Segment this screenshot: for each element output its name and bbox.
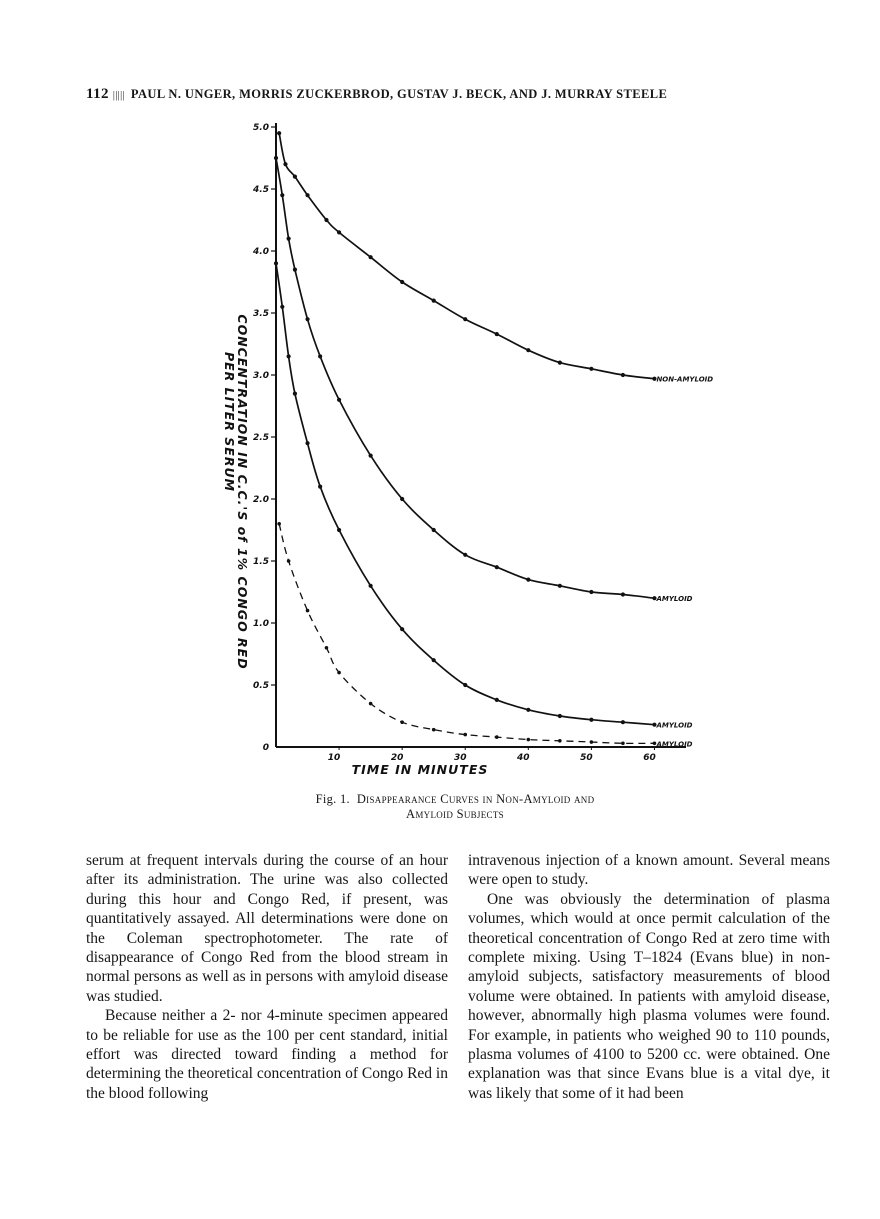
series-1-point — [621, 373, 625, 377]
series-1-point — [324, 218, 328, 222]
series-3-point — [526, 708, 530, 712]
chart-curves — [274, 131, 657, 745]
series-1-point — [589, 367, 593, 371]
y-axis-ticks — [252, 123, 276, 753]
caption-line2: Amyloid Subjects — [406, 807, 504, 821]
y-tick-label: 3.0 — [253, 371, 269, 381]
series-4-line — [279, 524, 654, 744]
series-3-point — [369, 584, 373, 588]
series-2-point — [400, 497, 404, 501]
x-tick-label: 40 — [517, 753, 530, 763]
series-3-point — [495, 698, 499, 702]
series-3-point — [463, 683, 467, 687]
right-paragraph-1: intravenous injection of a known amount. Several means were open to study. — [468, 852, 830, 889]
disappearance-curves-chart — [200, 110, 720, 790]
series-3-point — [589, 718, 593, 722]
series-1-point — [495, 332, 499, 336]
x-tick-label: 10 — [327, 753, 341, 763]
series-3-label: AMYLOID — [656, 721, 693, 730]
running-head-authors: PAUL N. UNGER, MORRIS ZUCKERBROD, GUSTAV J. BECK, AND J. MURRAY STEELE — [130, 87, 668, 101]
series-2-point — [318, 354, 322, 358]
series-3-point — [558, 714, 562, 718]
x-tick-label: 60 — [643, 753, 656, 763]
series-4-point — [277, 522, 281, 526]
right-paragraph-2: One was obviously the determination of plasma volumes, which would at once permit calculation of the theoretical concentration of Congo Red at zero time with complete mixing. Using T–1824 (Evans blue) in non-amyloid subjects, satisfactory measurements of blood volume were obtained. In patients with amyloid disease, however, abnormally high plasma volumes were found. For example, in patients who weighed 90 to 110 pounds, plasma volumes of 4100 to 5200 cc. were obtained. One explanation was that since Evans blue is a vital dye, it was likely that some of it had been — [468, 890, 830, 1102]
series-1-point — [337, 230, 341, 234]
series-1-point — [463, 317, 467, 321]
x-tick-label: 30 — [453, 753, 467, 763]
right-column — [468, 851, 830, 1103]
left-column — [86, 851, 448, 1103]
series-2-point — [337, 398, 341, 402]
series-2-point — [432, 528, 436, 532]
series-4-point — [495, 735, 499, 739]
series-4-point — [369, 702, 373, 706]
series-4-point — [590, 740, 594, 744]
series-1-point — [277, 131, 281, 135]
y-axis-label-line2: PER LITER SERUM — [222, 351, 237, 493]
y-tick-label: 0 — [262, 743, 269, 753]
series-1-label: NON-AMYLOID — [656, 375, 714, 384]
series-2-point — [280, 193, 284, 197]
y-tick-label: 2.5 — [253, 433, 269, 443]
series-4-point — [432, 728, 436, 732]
series-2-point — [293, 268, 297, 272]
series-2-point — [558, 584, 562, 588]
series-4-point — [527, 738, 531, 742]
series-4-point — [463, 733, 467, 737]
series-1-point — [432, 299, 436, 303]
running-head — [86, 86, 786, 103]
series-2-point — [274, 156, 278, 160]
x-axis-ticks — [328, 747, 656, 763]
series-3-line — [276, 263, 655, 724]
caption-line1: Disappearance Curves in Non-Amyloid and — [356, 792, 595, 806]
series-4-label: AMYLOID — [656, 740, 693, 749]
series-1-point — [293, 175, 297, 179]
left-paragraph-2: Because neither a 2- nor 4-minute specimen appeared to be reliable for use as the 100 per cent standard, initial effort was directed toward finding a method for determining the theoretical concentration of Congo Red in the blood following — [86, 1007, 448, 1102]
x-axis-label: TIME IN MINUTES — [351, 762, 489, 777]
series-1-point — [283, 162, 287, 166]
series-1-point — [400, 280, 404, 284]
series-3-point — [432, 658, 436, 662]
x-tick-label: 50 — [580, 753, 593, 763]
series-3-point — [621, 720, 625, 724]
series-2-label: AMYLOID — [656, 595, 693, 604]
series-1-point — [305, 193, 309, 197]
series-2-point — [287, 237, 291, 241]
series-4-point — [400, 720, 404, 724]
series-4-point — [558, 739, 562, 743]
series-3-point — [287, 354, 291, 358]
y-tick-label: 3.5 — [253, 309, 269, 319]
series-2-point — [463, 553, 467, 557]
x-tick-label: 20 — [390, 753, 404, 763]
y-tick-label: 1.0 — [253, 619, 269, 629]
series-3-point — [293, 392, 297, 396]
series-2-point — [369, 454, 373, 458]
series-1-line — [279, 133, 654, 379]
ink-mark: ||||| — [112, 90, 125, 101]
series-3-point — [400, 627, 404, 631]
series-4-point — [287, 559, 291, 563]
y-tick-label: 5.0 — [253, 123, 269, 133]
y-axis-label-line1: CONCENTRATION IN C.C.'S of 1% CONGO RED — [235, 314, 250, 670]
y-tick-label: 1.5 — [253, 557, 269, 567]
series-1-point — [369, 255, 373, 259]
y-tick-label: 0.5 — [253, 681, 269, 691]
y-tick-label: 4.0 — [253, 247, 269, 257]
series-2-line — [276, 158, 655, 598]
y-tick-label: 4.5 — [253, 185, 269, 195]
series-4-point — [306, 609, 310, 613]
series-4-point — [325, 646, 329, 650]
series-4-point — [621, 741, 625, 745]
caption-prefix: Fig. 1. — [315, 792, 350, 806]
series-2-point — [589, 590, 593, 594]
y-tick-label: 2.0 — [253, 495, 269, 505]
series-2-point — [621, 592, 625, 596]
series-3-point — [274, 261, 278, 265]
series-3-point — [305, 441, 309, 445]
series-1-point — [526, 348, 530, 352]
left-paragraph-1: serum at frequent intervals during the course of an hour after its administration. The urine was also collected during this hour and Congo Red, if present, was quantitatively assayed. All determinations were done on the Coleman spectrophotometer. The rate of disappearance of Congo Red from the blood stream in normal persons as well as in persons with amyloid disease was studied. — [86, 852, 448, 1005]
curve-labels — [655, 376, 713, 749]
series-2-point — [495, 565, 499, 569]
page-number: 112 — [86, 86, 109, 102]
series-1-point — [558, 361, 562, 365]
series-3-point — [318, 485, 322, 489]
chart-axes — [276, 123, 686, 747]
series-3-point — [337, 528, 341, 532]
series-3-point — [280, 305, 284, 309]
series-4-point — [337, 671, 341, 675]
figure-caption — [150, 792, 760, 822]
series-2-point — [526, 578, 530, 582]
series-2-point — [305, 317, 309, 321]
